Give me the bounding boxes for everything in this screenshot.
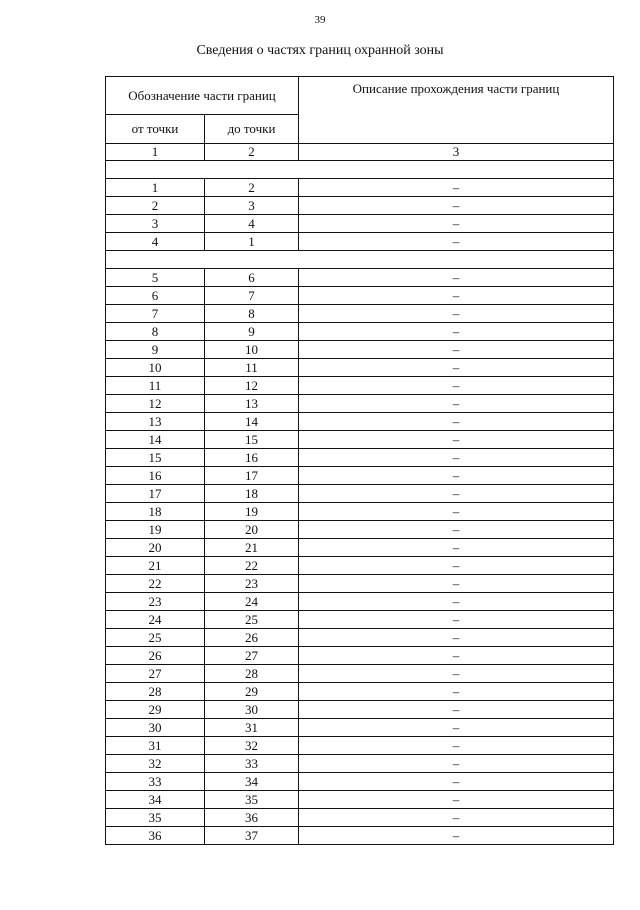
description-cell: –	[299, 287, 614, 305]
description-cell: –	[299, 647, 614, 665]
description-cell: –	[299, 701, 614, 719]
description-cell: –	[299, 611, 614, 629]
from-point-cell: 18	[106, 503, 205, 521]
table-row	[106, 773, 614, 791]
from-point-cell: 30	[106, 719, 205, 737]
to-point-cell: 18	[205, 485, 299, 503]
from-point-cell: 1	[106, 179, 205, 197]
boundary-parts-table	[105, 76, 614, 845]
table-row	[106, 611, 614, 629]
to-point-cell: 17	[205, 467, 299, 485]
section-separator-row	[106, 251, 614, 269]
table-row	[106, 377, 614, 395]
table-row	[106, 557, 614, 575]
to-point-cell: 28	[205, 665, 299, 683]
to-point-cell: 13	[205, 395, 299, 413]
from-point-cell: 13	[106, 413, 205, 431]
table-row	[106, 701, 614, 719]
table-row	[106, 305, 614, 323]
column-numbers-row	[106, 144, 614, 161]
to-point-cell: 30	[205, 701, 299, 719]
description-cell: –	[299, 395, 614, 413]
to-point-cell: 12	[205, 377, 299, 395]
description-cell: –	[299, 485, 614, 503]
to-point-cell: 6	[205, 269, 299, 287]
description-cell: –	[299, 791, 614, 809]
table-row	[106, 395, 614, 413]
description-cell: –	[299, 179, 614, 197]
to-point-cell: 8	[205, 305, 299, 323]
from-point-cell: 17	[106, 485, 205, 503]
description-cell: –	[299, 341, 614, 359]
from-point-cell: 36	[106, 827, 205, 845]
description-cell: –	[299, 539, 614, 557]
table-row	[106, 827, 614, 845]
table-row	[106, 755, 614, 773]
to-point-cell: 11	[205, 359, 299, 377]
from-point-cell: 24	[106, 611, 205, 629]
table-row	[106, 431, 614, 449]
from-point-cell: 22	[106, 575, 205, 593]
description-cell: –	[299, 305, 614, 323]
description-cell: –	[299, 467, 614, 485]
to-point-cell: 24	[205, 593, 299, 611]
column-number: 3	[299, 144, 614, 161]
from-point-cell: 19	[106, 521, 205, 539]
table-row	[106, 575, 614, 593]
column-number: 1	[106, 144, 205, 161]
from-point-cell: 8	[106, 323, 205, 341]
to-point-cell: 10	[205, 341, 299, 359]
to-point-cell: 14	[205, 413, 299, 431]
from-point-cell: 14	[106, 431, 205, 449]
from-point-cell: 7	[106, 305, 205, 323]
table-row	[106, 233, 614, 251]
to-point-cell: 26	[205, 629, 299, 647]
from-point-cell: 29	[106, 701, 205, 719]
description-cell: –	[299, 773, 614, 791]
to-point-cell: 31	[205, 719, 299, 737]
table-row	[106, 683, 614, 701]
from-point-cell: 10	[106, 359, 205, 377]
description-cell: –	[299, 359, 614, 377]
from-point-cell: 3	[106, 215, 205, 233]
from-point-cell: 21	[106, 557, 205, 575]
from-point-cell: 9	[106, 341, 205, 359]
from-point-cell: 4	[106, 233, 205, 251]
table-row	[106, 449, 614, 467]
to-point-cell: 16	[205, 449, 299, 467]
description-cell: –	[299, 683, 614, 701]
table-row	[106, 197, 614, 215]
description-cell: –	[299, 809, 614, 827]
from-point-cell: 23	[106, 593, 205, 611]
to-point-cell: 3	[205, 197, 299, 215]
from-point-cell: 2	[106, 197, 205, 215]
table-row	[106, 521, 614, 539]
from-point-cell: 5	[106, 269, 205, 287]
table-row	[106, 287, 614, 305]
description-cell: –	[299, 827, 614, 845]
table-row	[106, 647, 614, 665]
table-row	[106, 593, 614, 611]
to-point-cell: 34	[205, 773, 299, 791]
description-cell: –	[299, 755, 614, 773]
from-point-cell: 26	[106, 647, 205, 665]
from-point-cell: 34	[106, 791, 205, 809]
to-point-cell: 27	[205, 647, 299, 665]
from-point-cell: 20	[106, 539, 205, 557]
from-point-cell: 12	[106, 395, 205, 413]
table-row	[106, 323, 614, 341]
from-point-cell: 33	[106, 773, 205, 791]
table-row	[106, 341, 614, 359]
from-point-cell: 27	[106, 665, 205, 683]
to-point-cell: 2	[205, 179, 299, 197]
to-point-cell: 20	[205, 521, 299, 539]
to-point-cell: 19	[205, 503, 299, 521]
header-description: Описание прохождения части границ	[299, 77, 614, 144]
from-point-cell: 15	[106, 449, 205, 467]
to-point-cell: 36	[205, 809, 299, 827]
to-point-cell: 29	[205, 683, 299, 701]
section-separator-row	[106, 161, 614, 179]
from-point-cell: 11	[106, 377, 205, 395]
to-point-cell: 1	[205, 233, 299, 251]
description-cell: –	[299, 323, 614, 341]
description-cell: –	[299, 503, 614, 521]
table-row	[106, 413, 614, 431]
description-cell: –	[299, 197, 614, 215]
to-point-cell: 33	[205, 755, 299, 773]
table-body	[106, 161, 614, 845]
table-row	[106, 179, 614, 197]
table-row	[106, 539, 614, 557]
table-row	[106, 629, 614, 647]
page-number: 39	[314, 14, 326, 26]
section-separator-cell	[106, 161, 614, 179]
description-cell: –	[299, 737, 614, 755]
description-cell: –	[299, 413, 614, 431]
description-cell: –	[299, 377, 614, 395]
table-row	[106, 359, 614, 377]
to-point-cell: 7	[205, 287, 299, 305]
to-point-cell: 15	[205, 431, 299, 449]
table-header	[106, 77, 614, 161]
table-row	[106, 791, 614, 809]
from-point-cell: 25	[106, 629, 205, 647]
to-point-cell: 35	[205, 791, 299, 809]
header-part-designation: Обозначение части границ	[106, 77, 299, 115]
table-row	[106, 485, 614, 503]
table-row	[106, 215, 614, 233]
from-point-cell: 31	[106, 737, 205, 755]
table-row	[106, 503, 614, 521]
from-point-cell: 28	[106, 683, 205, 701]
description-cell: –	[299, 629, 614, 647]
description-cell: –	[299, 521, 614, 539]
table-row	[106, 269, 614, 287]
page-title: Сведения о частях границ охранной зоны	[196, 43, 444, 58]
description-cell: –	[299, 269, 614, 287]
section-separator-cell	[106, 251, 614, 269]
description-cell: –	[299, 557, 614, 575]
from-point-cell: 6	[106, 287, 205, 305]
header-to-point: до точки	[205, 115, 299, 144]
column-number: 2	[205, 144, 299, 161]
description-cell: –	[299, 593, 614, 611]
table-row	[106, 467, 614, 485]
description-cell: –	[299, 719, 614, 737]
from-point-cell: 35	[106, 809, 205, 827]
to-point-cell: 37	[205, 827, 299, 845]
to-point-cell: 22	[205, 557, 299, 575]
to-point-cell: 4	[205, 215, 299, 233]
to-point-cell: 25	[205, 611, 299, 629]
description-cell: –	[299, 449, 614, 467]
table-row	[106, 737, 614, 755]
description-cell: –	[299, 233, 614, 251]
to-point-cell: 9	[205, 323, 299, 341]
header-from-point: от точки	[106, 115, 205, 144]
to-point-cell: 23	[205, 575, 299, 593]
description-cell: –	[299, 575, 614, 593]
table-row	[106, 809, 614, 827]
from-point-cell: 16	[106, 467, 205, 485]
to-point-cell: 32	[205, 737, 299, 755]
table-row	[106, 665, 614, 683]
to-point-cell: 21	[205, 539, 299, 557]
description-cell: –	[299, 431, 614, 449]
from-point-cell: 32	[106, 755, 205, 773]
table-row	[106, 719, 614, 737]
description-cell: –	[299, 215, 614, 233]
description-cell: –	[299, 665, 614, 683]
